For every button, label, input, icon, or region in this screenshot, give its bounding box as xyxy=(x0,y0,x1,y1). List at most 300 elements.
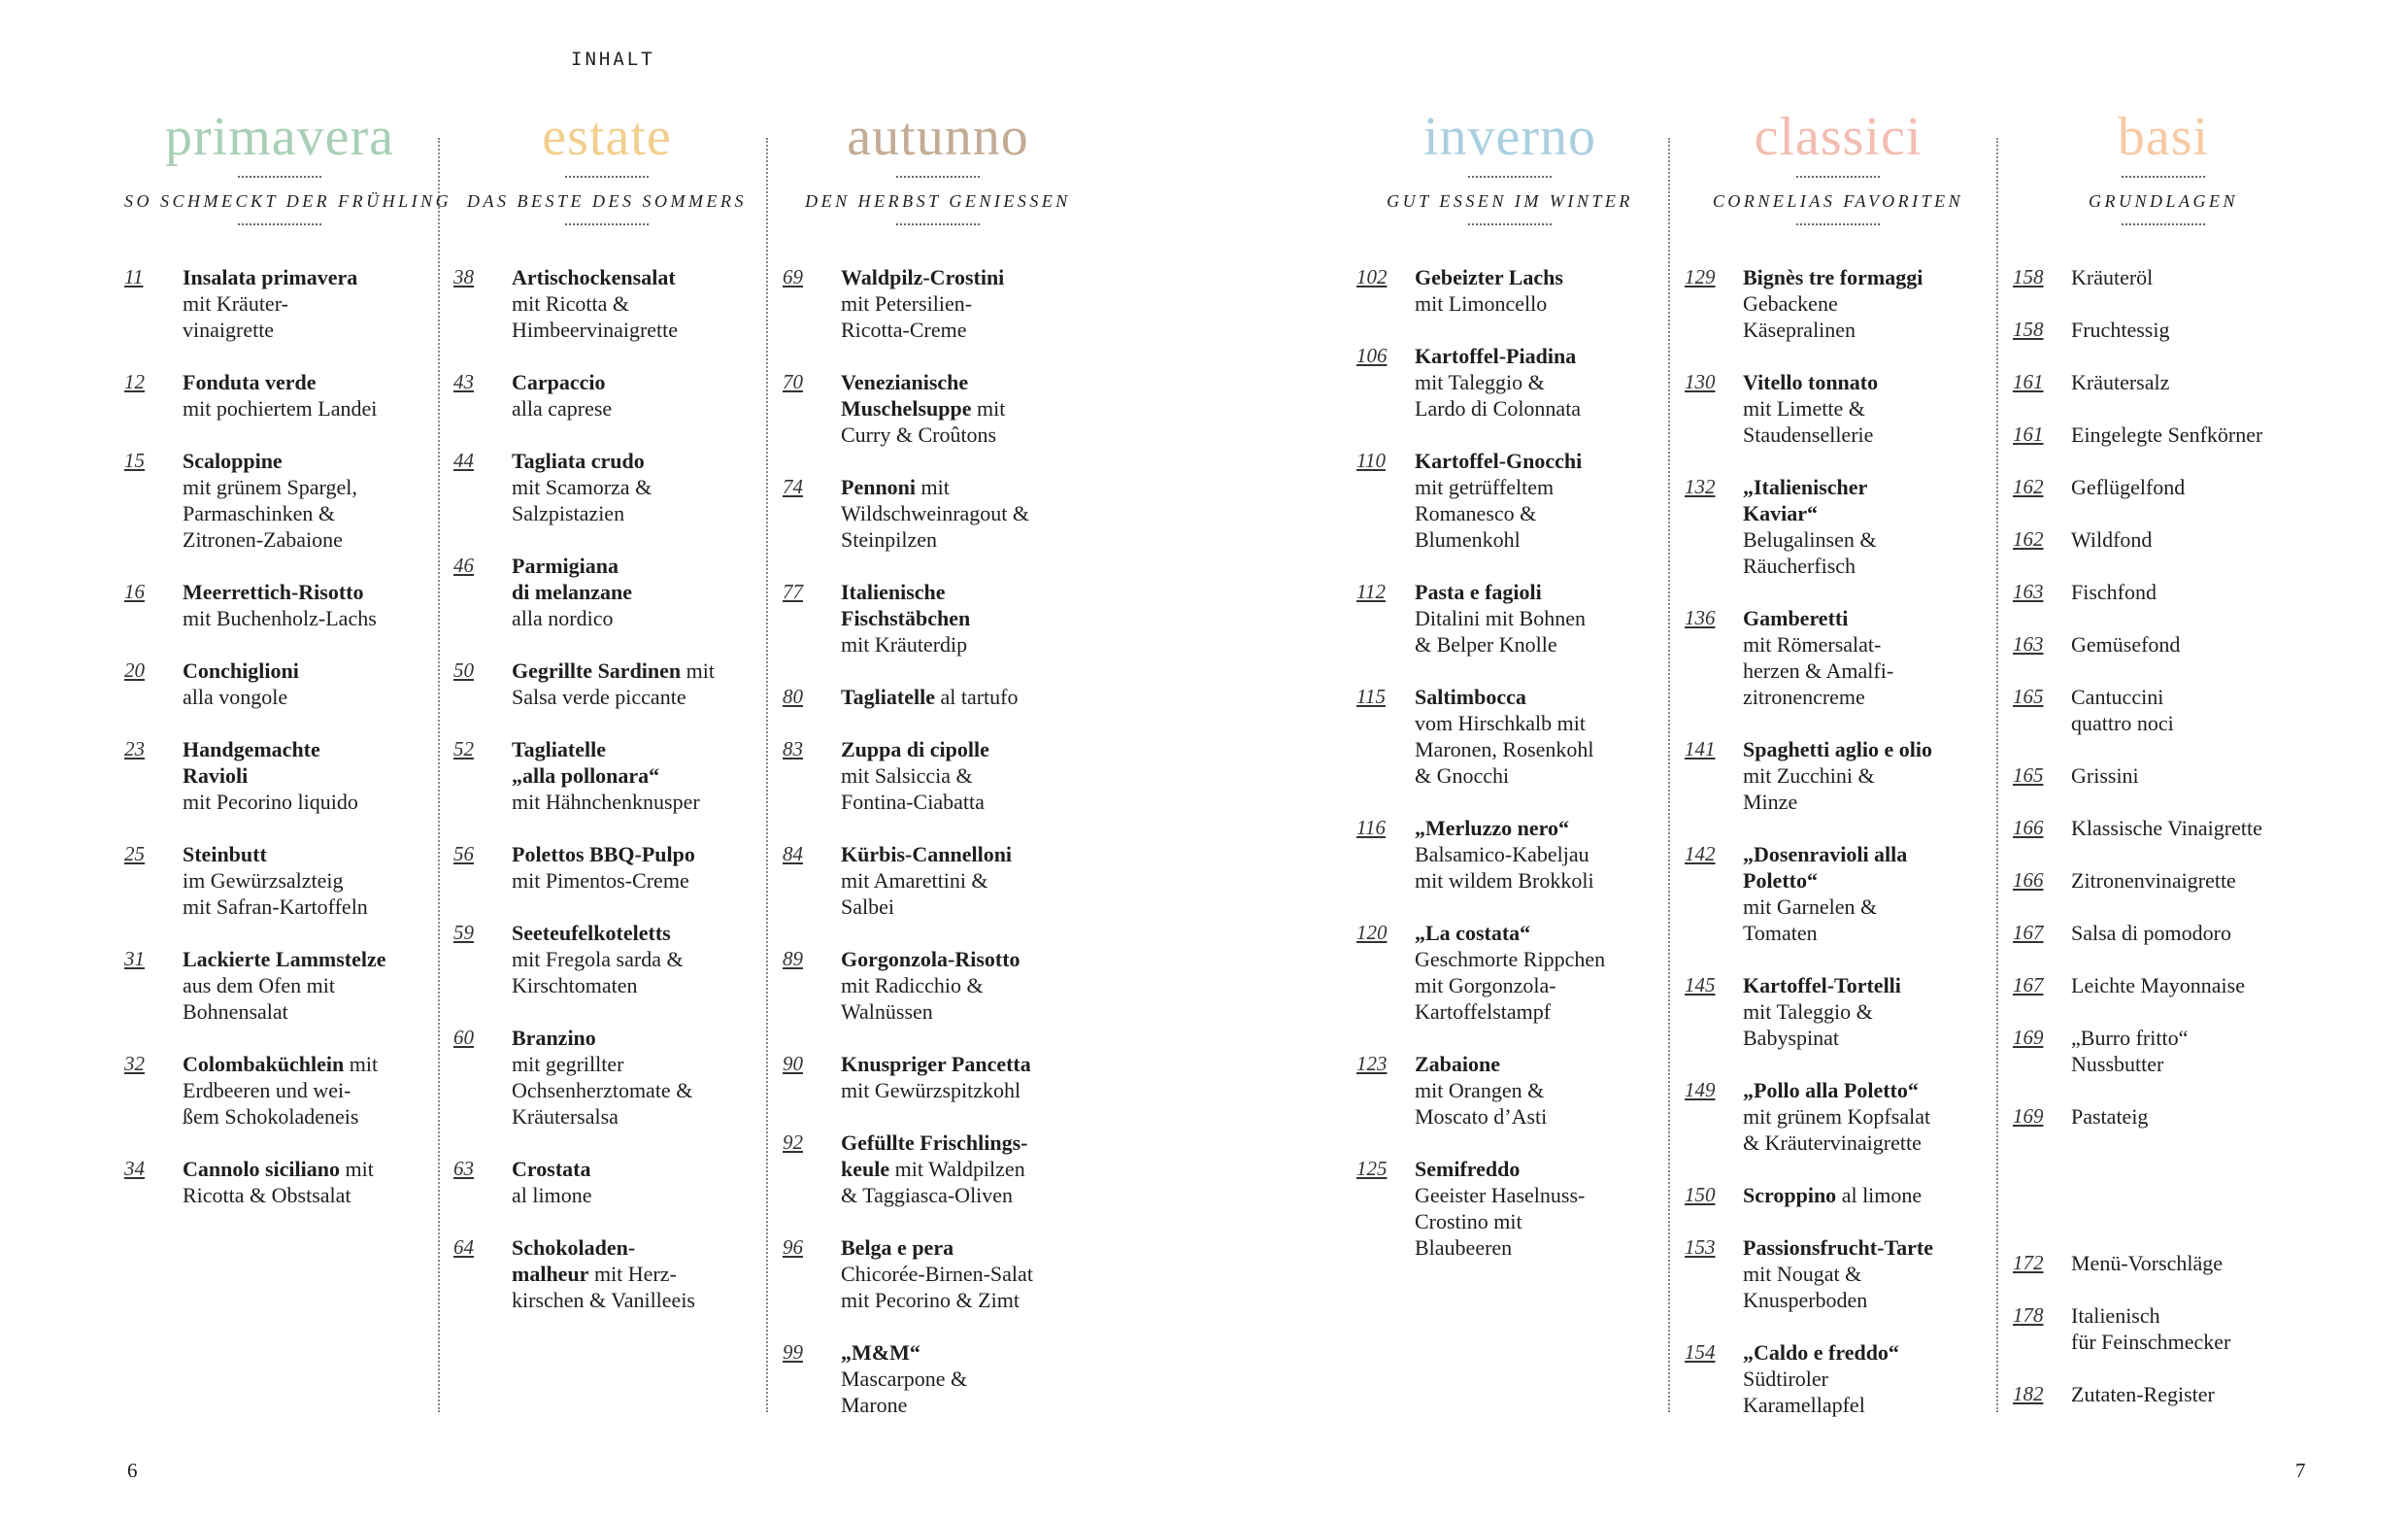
recipe-description: mit wildem Brokkoli xyxy=(1415,868,1594,893)
contents-header: INHALT xyxy=(571,49,655,70)
toc-entry xyxy=(453,1025,760,1130)
page-number: 80 xyxy=(783,685,803,708)
page-number: 63 xyxy=(453,1157,474,1180)
entry-text xyxy=(512,1156,760,1208)
page-number: 158 xyxy=(2013,318,2044,341)
toc-entry xyxy=(124,448,435,553)
season-title-autunno: autunno xyxy=(847,107,1029,167)
entry-title-line xyxy=(183,448,435,474)
recipe-title: Passionsfrucht-Tarte xyxy=(1743,1235,1933,1260)
section-basi xyxy=(2013,102,2314,1434)
entry-text xyxy=(512,841,760,894)
recipe-description: alla vongole xyxy=(183,685,288,709)
entry-text xyxy=(2071,1381,2314,1407)
recipe-title: Italienische xyxy=(841,580,946,604)
entry-text xyxy=(1743,1182,1991,1208)
section-inverno xyxy=(1356,102,1663,1287)
page-number-left: 6 xyxy=(127,1459,138,1482)
entry-text xyxy=(2071,1025,2314,1077)
entry-text xyxy=(2071,526,2314,553)
entry-title-line xyxy=(512,1234,760,1261)
recipe-description: aus dem Ofen mit xyxy=(183,973,336,997)
recipe-description: Babyspinat xyxy=(1743,1026,1839,1050)
entry-title-line xyxy=(1415,579,1663,605)
dotted-rule xyxy=(896,176,980,178)
entry-title-line xyxy=(183,579,435,605)
recipe-description: Geschmorte Rippchen xyxy=(1415,947,1606,971)
entry-title-line xyxy=(183,658,435,684)
recipe-title: Gebeizter Lachs xyxy=(1415,265,1563,289)
recipe-description: al limone xyxy=(512,1183,592,1207)
entry-text xyxy=(1743,1234,1991,1313)
page-number: 161 xyxy=(2013,370,2044,393)
entry-title-line xyxy=(512,1261,760,1287)
page-number: 20 xyxy=(124,658,145,682)
toc-entry xyxy=(2013,264,2314,290)
recipe-description: Ditalini mit Bohnen xyxy=(1415,606,1586,630)
recipe-description: & Belper Knolle xyxy=(1415,632,1557,657)
recipe-title-rest: mit Herz- xyxy=(588,1262,677,1286)
toc-entry xyxy=(2013,579,2314,605)
section-subtitle: GRUNDLAGEN xyxy=(2088,191,2238,211)
toc-entry xyxy=(1356,579,1663,658)
entry-title-line xyxy=(512,920,760,946)
recipe-description: Steinpilzen xyxy=(841,527,937,552)
recipe-description: vinaigrette xyxy=(183,318,275,342)
page-number: 123 xyxy=(1356,1052,1388,1075)
entry-title-line xyxy=(1743,972,1991,998)
column-divider xyxy=(766,138,768,1412)
entry-title-line xyxy=(1743,1182,1991,1208)
page-number: 166 xyxy=(2013,816,2044,839)
recipe-description: quattro noci xyxy=(2071,711,2174,735)
recipe-title: Vitello tonnato xyxy=(1743,370,1879,394)
recipe-title: Gefüllte Frischlings- xyxy=(841,1131,1028,1155)
page-number-right: 7 xyxy=(2295,1459,2306,1482)
entry-text xyxy=(841,841,1093,920)
recipe-description: Fischfond xyxy=(2071,580,2157,604)
recipe-description: im Gewürzsalzteig xyxy=(183,868,344,893)
page-number: 165 xyxy=(2013,763,2044,787)
entry-text xyxy=(183,736,435,815)
toc-entry xyxy=(1356,684,1663,789)
entry-text xyxy=(1415,920,1663,1025)
recipe-title: „Dosenravioli alla xyxy=(1743,842,1908,866)
entry-text xyxy=(1415,1051,1663,1130)
page-number: 106 xyxy=(1356,344,1388,367)
entry-text xyxy=(2071,920,2314,946)
recipe-description: mit Limoncello xyxy=(1415,291,1548,316)
recipe-title: Tagliata crudo xyxy=(512,449,645,473)
entry-text xyxy=(1415,264,1663,317)
entry-title-line xyxy=(512,579,760,605)
toc-entry xyxy=(1685,1234,1991,1313)
recipe-title-rest: al limone xyxy=(1836,1183,1923,1207)
entry-text xyxy=(1743,474,1991,579)
recipe-title: Artischockensalat xyxy=(512,265,676,289)
recipe-description: Cantuccini xyxy=(2071,685,2164,709)
recipe-description: Balsamico-Kabeljau xyxy=(1415,842,1589,866)
recipe-description: mit Garnelen & xyxy=(1743,895,1878,919)
recipe-description: Nussbutter xyxy=(2071,1052,2164,1076)
entry-text xyxy=(512,553,760,631)
entry-list xyxy=(2013,264,2314,1407)
recipe-title: Gamberetti xyxy=(1743,606,1849,630)
entry-title-line xyxy=(1743,841,1991,867)
recipe-description: Salsa di pomodoro xyxy=(2071,921,2231,945)
entry-title-line xyxy=(512,841,760,867)
toc-entry xyxy=(124,1156,435,1208)
entry-title-line xyxy=(1743,474,1991,500)
recipe-description: Zitronenvinaigrette xyxy=(2071,868,2236,893)
entry-text xyxy=(841,579,1093,658)
entry-title-line xyxy=(183,841,435,867)
entry-text xyxy=(2071,815,2314,841)
entry-text xyxy=(1743,736,1991,815)
recipe-title: Knuspriger Pancetta xyxy=(841,1052,1031,1076)
page-number: 89 xyxy=(783,947,803,970)
recipe-title: Zuppa di cipolle xyxy=(841,737,989,761)
entry-text xyxy=(1415,684,1663,789)
toc-entry xyxy=(1356,343,1663,422)
entry-text xyxy=(512,1234,760,1313)
entry-title-line xyxy=(1743,369,1991,395)
recipe-title: di melanzane xyxy=(512,580,633,604)
entry-text xyxy=(841,264,1093,343)
entry-list xyxy=(1356,264,1663,1261)
page-number: 69 xyxy=(783,265,803,288)
entry-title-line xyxy=(512,762,760,789)
toc-entry xyxy=(453,369,760,422)
entry-text xyxy=(1415,343,1663,422)
page-number: 102 xyxy=(1356,265,1388,288)
entry-text xyxy=(2071,631,2314,658)
recipe-title: „Pollo alla Poletto“ xyxy=(1743,1078,1919,1102)
recipe-title: Lackierte Lammstelze xyxy=(183,947,386,971)
recipe-description: Bohnensalat xyxy=(183,999,288,1024)
recipe-title: Kartoffel-Tortelli xyxy=(1743,973,1901,997)
entry-text xyxy=(841,1234,1093,1313)
entry-text xyxy=(841,369,1093,448)
toc-entry xyxy=(2013,474,2314,500)
recipe-title-rest: al tartufo xyxy=(934,685,1019,709)
entry-text xyxy=(512,658,760,710)
toc-entry xyxy=(783,1234,1093,1313)
recipe-description: Kartoffelstampf xyxy=(1415,999,1552,1024)
entry-text xyxy=(2071,474,2314,500)
page-number: 132 xyxy=(1685,475,1716,498)
recipe-title: Conchiglioni xyxy=(183,658,299,683)
recipe-description: mit Scamorza & xyxy=(512,475,652,499)
recipe-description: Kräutersalsa xyxy=(512,1104,619,1129)
dotted-rule xyxy=(1468,223,1552,225)
recipe-description: alla caprese xyxy=(512,396,613,421)
dotted-rule xyxy=(2122,176,2205,178)
section-primavera xyxy=(124,102,452,1234)
recipe-title-rest: mit xyxy=(971,396,1006,421)
entry-text xyxy=(183,579,435,631)
entry-text xyxy=(512,264,760,343)
page-number: 169 xyxy=(2013,1104,2044,1128)
entry-title-line xyxy=(1415,684,1663,710)
page-number: 16 xyxy=(124,580,145,603)
toc-entry xyxy=(1685,1182,1991,1208)
entry-title-line xyxy=(183,264,435,290)
entry-text xyxy=(2071,579,2314,605)
recipe-title: Polettos BBQ-Pulpo xyxy=(512,842,695,866)
recipe-description: herzen & Amalfi- xyxy=(1743,658,1894,683)
recipe-description: mit grünem Spargel, xyxy=(183,475,357,499)
recipe-title: Cannolo siciliano xyxy=(183,1157,340,1181)
recipe-description: mit Pecorino liquido xyxy=(183,790,358,814)
toc-entry xyxy=(1685,474,1991,579)
entry-title-line xyxy=(1743,264,1991,290)
dotted-rule xyxy=(1796,176,1880,178)
toc-entry xyxy=(783,1339,1093,1418)
entry-title-line xyxy=(841,736,1093,762)
entry-text xyxy=(2071,762,2314,789)
entry-text xyxy=(512,920,760,998)
recipe-title-rest: mit xyxy=(916,475,950,499)
toc-entry xyxy=(783,1051,1093,1103)
recipe-title: Pennoni xyxy=(841,475,917,499)
toc-entry xyxy=(783,369,1093,448)
page-number: 96 xyxy=(783,1235,803,1259)
toc-entry xyxy=(2013,1381,2314,1407)
entry-title-line xyxy=(841,1051,1093,1077)
entry-list xyxy=(1685,264,1991,1418)
entry-title-line xyxy=(841,395,1093,422)
recipe-title: Pasta e fagioli xyxy=(1415,580,1542,604)
recipe-title: Meerrettich-Risotto xyxy=(183,580,364,604)
recipe-description: mit pochiertem Landei xyxy=(183,396,378,421)
toc-entry xyxy=(783,841,1093,920)
recipe-title: Crostata xyxy=(512,1157,591,1181)
toc-entry xyxy=(1356,1051,1663,1130)
toc-entry xyxy=(124,736,435,815)
toc-entry xyxy=(2013,762,2314,789)
recipe-title: Belga e pera xyxy=(841,1235,954,1260)
entry-list xyxy=(783,264,1093,1418)
recipe-description: Curry & Croûtons xyxy=(841,422,997,447)
entry-title-line xyxy=(841,841,1093,867)
entry-title-line xyxy=(512,1025,760,1051)
entry-text xyxy=(1415,448,1663,553)
page-number: 64 xyxy=(453,1235,474,1259)
toc-entry xyxy=(783,946,1093,1025)
toc-entry xyxy=(453,841,760,894)
page-number: 38 xyxy=(453,265,474,288)
entry-title-line xyxy=(841,684,1093,710)
recipe-title: keule xyxy=(841,1157,890,1181)
toc-entry xyxy=(124,658,435,710)
recipe-description: Karamellapfel xyxy=(1743,1393,1865,1417)
recipe-title: Ravioli xyxy=(183,763,249,788)
recipe-description: Kräuteröl xyxy=(2071,265,2154,289)
entry-title-line xyxy=(1415,1051,1663,1077)
recipe-description: mit Zucchini & xyxy=(1743,763,1875,788)
recipe-description: Italienisch xyxy=(2071,1303,2160,1328)
recipe-description: ßem Schokoladeneis xyxy=(183,1104,359,1129)
page-number: 56 xyxy=(453,842,474,865)
page-number: 23 xyxy=(124,737,145,760)
column-divider xyxy=(1996,138,1998,1412)
entry-text xyxy=(1743,1077,1991,1156)
recipe-description: Kirschtomaten xyxy=(512,973,638,997)
page-number: 32 xyxy=(124,1052,145,1075)
recipe-description: mit Ricotta & xyxy=(512,291,629,316)
toc-entry xyxy=(453,736,760,815)
entry-text xyxy=(2071,1302,2314,1355)
recipe-description: Eingelegte Senfkörner xyxy=(2071,422,2263,447)
recipe-title: Bignès tre formaggi xyxy=(1743,265,1923,289)
recipe-description: Ochsenherztomate & xyxy=(512,1078,693,1102)
toc-entry xyxy=(124,264,435,343)
page-number: 136 xyxy=(1685,606,1716,629)
page-number: 162 xyxy=(2013,475,2044,498)
page-number: 154 xyxy=(1685,1340,1716,1364)
toc-entry xyxy=(124,579,435,631)
recipe-description: Tomaten xyxy=(1743,921,1818,945)
recipe-title: Spaghetti aglio e olio xyxy=(1743,737,1932,761)
toc-entry xyxy=(1685,1077,1991,1156)
page-number: 120 xyxy=(1356,921,1388,944)
entry-title-line xyxy=(512,448,760,474)
recipe-description: Südtiroler xyxy=(1743,1367,1828,1391)
recipe-title: Carpaccio xyxy=(512,370,606,394)
entry-text xyxy=(512,1025,760,1130)
recipe-title: Seeteufelkoteletts xyxy=(512,921,671,945)
toc-entry xyxy=(453,448,760,526)
toc-entry xyxy=(124,946,435,1025)
entry-text xyxy=(1743,369,1991,448)
recipe-description: mit Kräuterdip xyxy=(841,632,968,657)
entry-text xyxy=(2071,972,2314,998)
entry-text xyxy=(183,369,435,422)
recipe-description: Geeister Haselnuss- xyxy=(1415,1183,1586,1207)
recipe-title: Gorgonzola-Risotto xyxy=(841,947,1020,971)
recipe-title: malheur xyxy=(512,1262,589,1286)
recipe-description: Parmaschinken & xyxy=(183,501,336,525)
page-number: 44 xyxy=(453,449,474,472)
season-title-inverno: inverno xyxy=(1422,107,1597,167)
recipe-title: Fischstäbchen xyxy=(841,606,971,630)
page-number: 165 xyxy=(2013,685,2044,708)
entry-title-line xyxy=(841,946,1093,972)
recipe-description: Romanesco & xyxy=(1415,501,1537,525)
page-number: 145 xyxy=(1685,973,1716,996)
toc-entry xyxy=(2013,867,2314,894)
toc-entry xyxy=(2013,815,2314,841)
page-number: 115 xyxy=(1356,685,1386,708)
entry-text xyxy=(183,841,435,920)
page-number: 11 xyxy=(124,265,144,288)
toc-entry xyxy=(124,841,435,920)
recipe-title: Tagliatelle xyxy=(512,737,606,761)
page-number: 182 xyxy=(2013,1382,2044,1405)
recipe-title: Branzino xyxy=(512,1026,596,1050)
entry-text xyxy=(2071,1250,2314,1276)
entry-title-line xyxy=(183,762,435,789)
entry-title-line xyxy=(512,553,760,579)
page-number: 178 xyxy=(2013,1303,2044,1327)
toc-entry xyxy=(1685,972,1991,1051)
entry-list xyxy=(124,264,435,1208)
entry-title-line xyxy=(841,1156,1093,1182)
recipe-description: Klassische Vinaigrette xyxy=(2071,816,2262,840)
recipe-description: Lardo di Colonnata xyxy=(1415,396,1582,421)
toc-entry xyxy=(2013,317,2314,343)
recipe-title: Kartoffel-Piadina xyxy=(1415,344,1577,368)
page-number: 142 xyxy=(1685,842,1716,865)
entry-text xyxy=(2071,317,2314,343)
recipe-description: Staudensellerie xyxy=(1743,422,1874,447)
entry-text xyxy=(1415,1156,1663,1261)
recipe-title: Gegrillte Sardinen xyxy=(512,658,682,683)
recipe-description: Belugalinsen & xyxy=(1743,527,1877,552)
recipe-title: Insalata primavera xyxy=(183,265,358,289)
recipe-title: Scaloppine xyxy=(183,449,283,473)
entry-text xyxy=(1743,1339,1991,1418)
page-number: 70 xyxy=(783,370,803,393)
recipe-description: Menü-Vorschläge xyxy=(2071,1251,2223,1275)
entry-text xyxy=(183,1051,435,1130)
toc-entry xyxy=(1356,1156,1663,1261)
recipe-description: mit Safran-Kartoffeln xyxy=(183,895,368,919)
recipe-description: Zutaten-Register xyxy=(2071,1382,2215,1406)
entry-title-line xyxy=(512,736,760,762)
recipe-description: mit Limette & xyxy=(1743,396,1865,421)
recipe-title: Saltimbocca xyxy=(1415,685,1526,709)
entry-list xyxy=(453,264,760,1313)
recipe-description: Kräutersalz xyxy=(2071,370,2170,394)
recipe-description: Leichte Mayonnaise xyxy=(2071,973,2245,997)
page-number: 12 xyxy=(124,370,145,393)
toc-entry xyxy=(124,1051,435,1130)
recipe-description: mit Taleggio & xyxy=(1415,370,1545,394)
recipe-description: mit gegrillter xyxy=(512,1052,624,1076)
recipe-description: mit Gewürzspitzkohl xyxy=(841,1078,1021,1102)
page-number: 46 xyxy=(453,554,474,577)
page-number: 90 xyxy=(783,1052,803,1075)
entry-title-line xyxy=(1743,736,1991,762)
section-classici xyxy=(1685,102,1991,1444)
recipe-title: Muschelsuppe xyxy=(841,396,972,421)
recipe-description: Crostino mit xyxy=(1415,1209,1522,1233)
recipe-title: Steinbutt xyxy=(183,842,267,866)
toc-entry xyxy=(1356,448,1663,553)
entry-text xyxy=(841,736,1093,815)
recipe-description: Pastateig xyxy=(2071,1104,2149,1129)
recipe-description: Ricotta & Obstsalat xyxy=(183,1183,351,1207)
recipe-title: Kürbis-Cannelloni xyxy=(841,842,1013,866)
recipe-description: zitronencreme xyxy=(1743,685,1865,709)
recipe-description: alla nordico xyxy=(512,606,614,630)
recipe-description: mit Hähnchenknusper xyxy=(512,790,700,814)
recipe-title: „alla pollonara“ xyxy=(512,763,660,788)
recipe-description: Gebackene xyxy=(1743,291,1838,316)
page-number: 162 xyxy=(2013,527,2044,551)
page-number: 110 xyxy=(1356,449,1386,472)
entry-title-line xyxy=(183,946,435,972)
recipe-description: Himbeervinaigrette xyxy=(512,318,679,342)
column-divider xyxy=(1668,138,1670,1412)
entry-title-line xyxy=(841,369,1093,395)
column-divider xyxy=(438,138,440,1412)
entry-title-line xyxy=(1415,815,1663,841)
entry-title-line xyxy=(1743,867,1991,894)
recipe-description: Knusperboden xyxy=(1743,1288,1868,1312)
